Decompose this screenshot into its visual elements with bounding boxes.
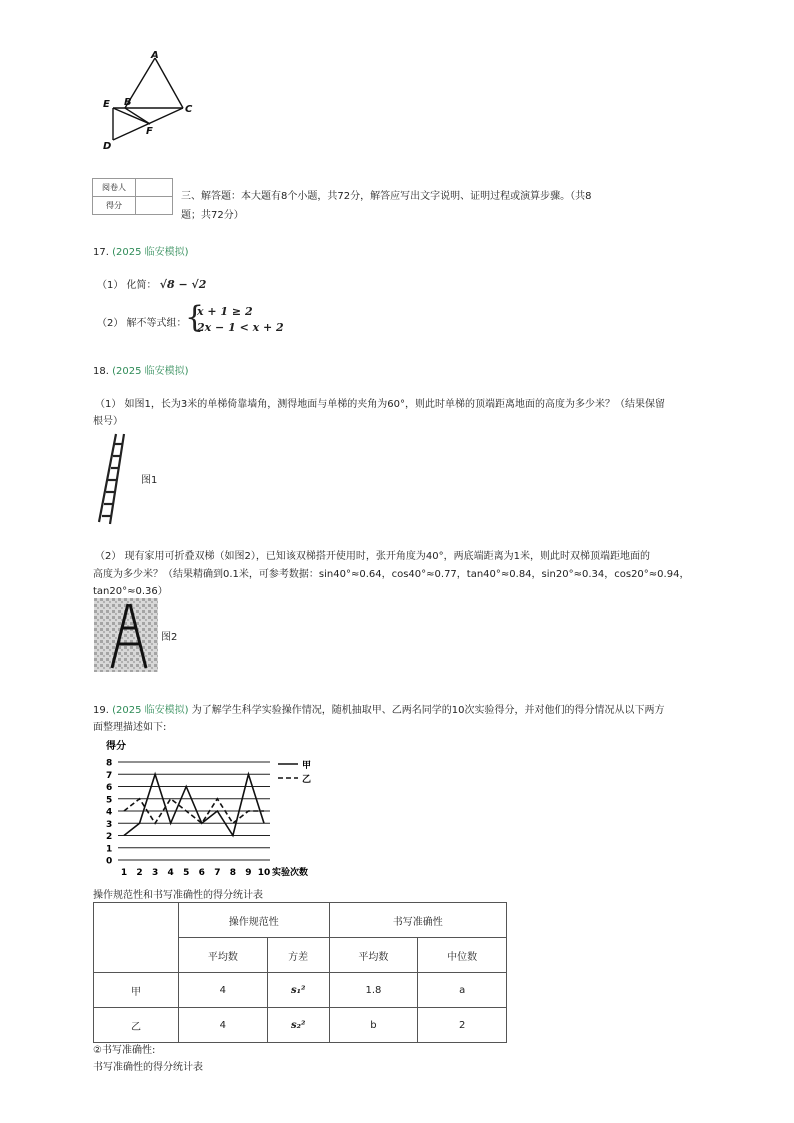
q18-part1-line2: 根号） (93, 416, 123, 427)
score-label: 得分 (93, 197, 136, 215)
header-operation: 操作规范性 (179, 903, 330, 938)
q19-line2: 面整理描述如下: (93, 722, 167, 733)
x-tick-label: 10 (257, 868, 271, 878)
q17-part1: （1） 化简： √8 − √2 (97, 278, 207, 291)
cell: b (329, 1008, 418, 1043)
x-axis-label: 实验次数 (272, 868, 309, 878)
q18-header: 18. (2025 临安模拟) (93, 366, 189, 377)
y-tick-label: 0 (106, 856, 113, 867)
q18-source-link[interactable]: (2025 临安模拟) (112, 366, 189, 377)
triangle-figure (98, 48, 208, 158)
ladder-figure-1 (94, 430, 134, 528)
x-tick-label: 3 (151, 868, 159, 878)
inequality-1: x + 1 ≥ 2 (197, 305, 253, 318)
x-tick-label: 4 (167, 868, 174, 878)
header-writing: 书写准确性 (329, 903, 506, 938)
cell: 2 (418, 1008, 507, 1043)
q17-part2-label: （2） 解不等式组： (97, 318, 187, 329)
y-tick-label: 5 (106, 795, 113, 806)
sub-header: 中位数 (418, 938, 507, 973)
row-name: 乙 (94, 1008, 179, 1043)
stats-table (93, 902, 507, 1043)
inequality-2: 2x − 1 < x + 2 (197, 321, 284, 334)
series-line-1 (124, 774, 264, 835)
y-tick-label: 4 (106, 807, 113, 818)
fig1-label: 图1 (141, 475, 158, 486)
x-tick-label: 6 (198, 868, 205, 878)
q19-source-link[interactable]: (2025 临安模拟) (112, 705, 189, 716)
q17-header: 17. (2025 临安模拟) (93, 247, 189, 258)
q17-expression: √8 − √2 (159, 278, 207, 291)
label-f: F (146, 126, 153, 137)
label-d: D (103, 141, 112, 152)
cell: 1.8 (329, 973, 418, 1008)
sub-header: 平均数 (179, 938, 268, 973)
cell: s₂² (267, 1008, 329, 1043)
label-b: B (124, 97, 132, 108)
table-title: 操作规范性和书写准确性的得分统计表 (93, 890, 263, 901)
x-tick-label: 5 (183, 868, 190, 878)
q18-part2-line3: tan20°≈0.36） (93, 586, 168, 597)
row-name: 甲 (94, 973, 179, 1008)
cell: 4 (179, 973, 268, 1008)
cell: a (418, 973, 507, 1008)
label-a: A (151, 50, 159, 61)
footer-line2: 书写准确性的得分统计表 (93, 1062, 203, 1073)
score-box (92, 178, 173, 215)
cell: 4 (179, 1008, 268, 1043)
sub-header: 平均数 (329, 938, 418, 973)
sub-header: 方差 (267, 938, 329, 973)
x-tick-label: 8 (229, 868, 237, 878)
x-tick-label: 9 (245, 868, 252, 878)
legend-label: 甲 (302, 761, 312, 771)
section-title-line2: 题；共72分） (181, 210, 244, 221)
folding-ladder-photo (94, 598, 158, 672)
q18-part2-line1: （2） 现有家用可折叠双梯（如图2），已知该双梯搭开使用时，张开角度为40°，两底端距离为1米，则此时双梯顶端距地面的 (95, 551, 650, 562)
table-row (94, 973, 507, 1008)
q18-part1-line1: （1） 如图1，长为3米的单梯倚靠墙角，测得地面与单梯的夹角为60°，则此时单梯的顶端距离地面的高度为多少米？（结果保留 (95, 399, 665, 410)
cell: s₁² (267, 973, 329, 1008)
label-c: C (185, 104, 193, 115)
y-tick-label: 2 (106, 832, 113, 842)
q19-line1: 19. (2025 临安模拟) 为了解学生科学实验操作情况，随机抽取甲、乙两名同学的10次实验得分，并对他们的得分情况从以下两方 (93, 705, 665, 716)
brace: { (185, 300, 205, 335)
legend-label: 乙 (302, 775, 312, 785)
q18-part2-line2: 高度为多少米？（结果精确到0.1米，可参考数据：sin40°≈0.64，cos40°≈0.77，tan40°≈0.84，sin20°≈0.34，cos20°≈0.94， (93, 569, 690, 580)
y-tick-label: 1 (106, 844, 113, 855)
y-axis-label: 得分 (106, 741, 126, 752)
y-tick-label: 6 (106, 783, 113, 793)
section-title-line1: 三、解答题：本大题有8个小题，共72分，解答应写出文字说明、证明过程或演算步骤。（共8 (181, 191, 592, 202)
x-tick-label: 1 (120, 868, 128, 878)
grader-label: 阅卷人 (93, 179, 136, 197)
fig2-label: 图2 (161, 632, 178, 643)
footer-line1: ②书写准确性: (93, 1045, 156, 1056)
x-tick-label: 7 (214, 868, 221, 878)
y-tick-label: 8 (106, 758, 113, 769)
label-e: E (103, 99, 110, 110)
table-row (94, 1008, 507, 1043)
score-line-chart (100, 736, 330, 881)
q17-source-link[interactable]: (2025 临安模拟) (112, 247, 189, 258)
y-tick-label: 3 (106, 819, 113, 830)
x-tick-label: 2 (136, 868, 143, 878)
y-tick-label: 7 (106, 770, 113, 781)
